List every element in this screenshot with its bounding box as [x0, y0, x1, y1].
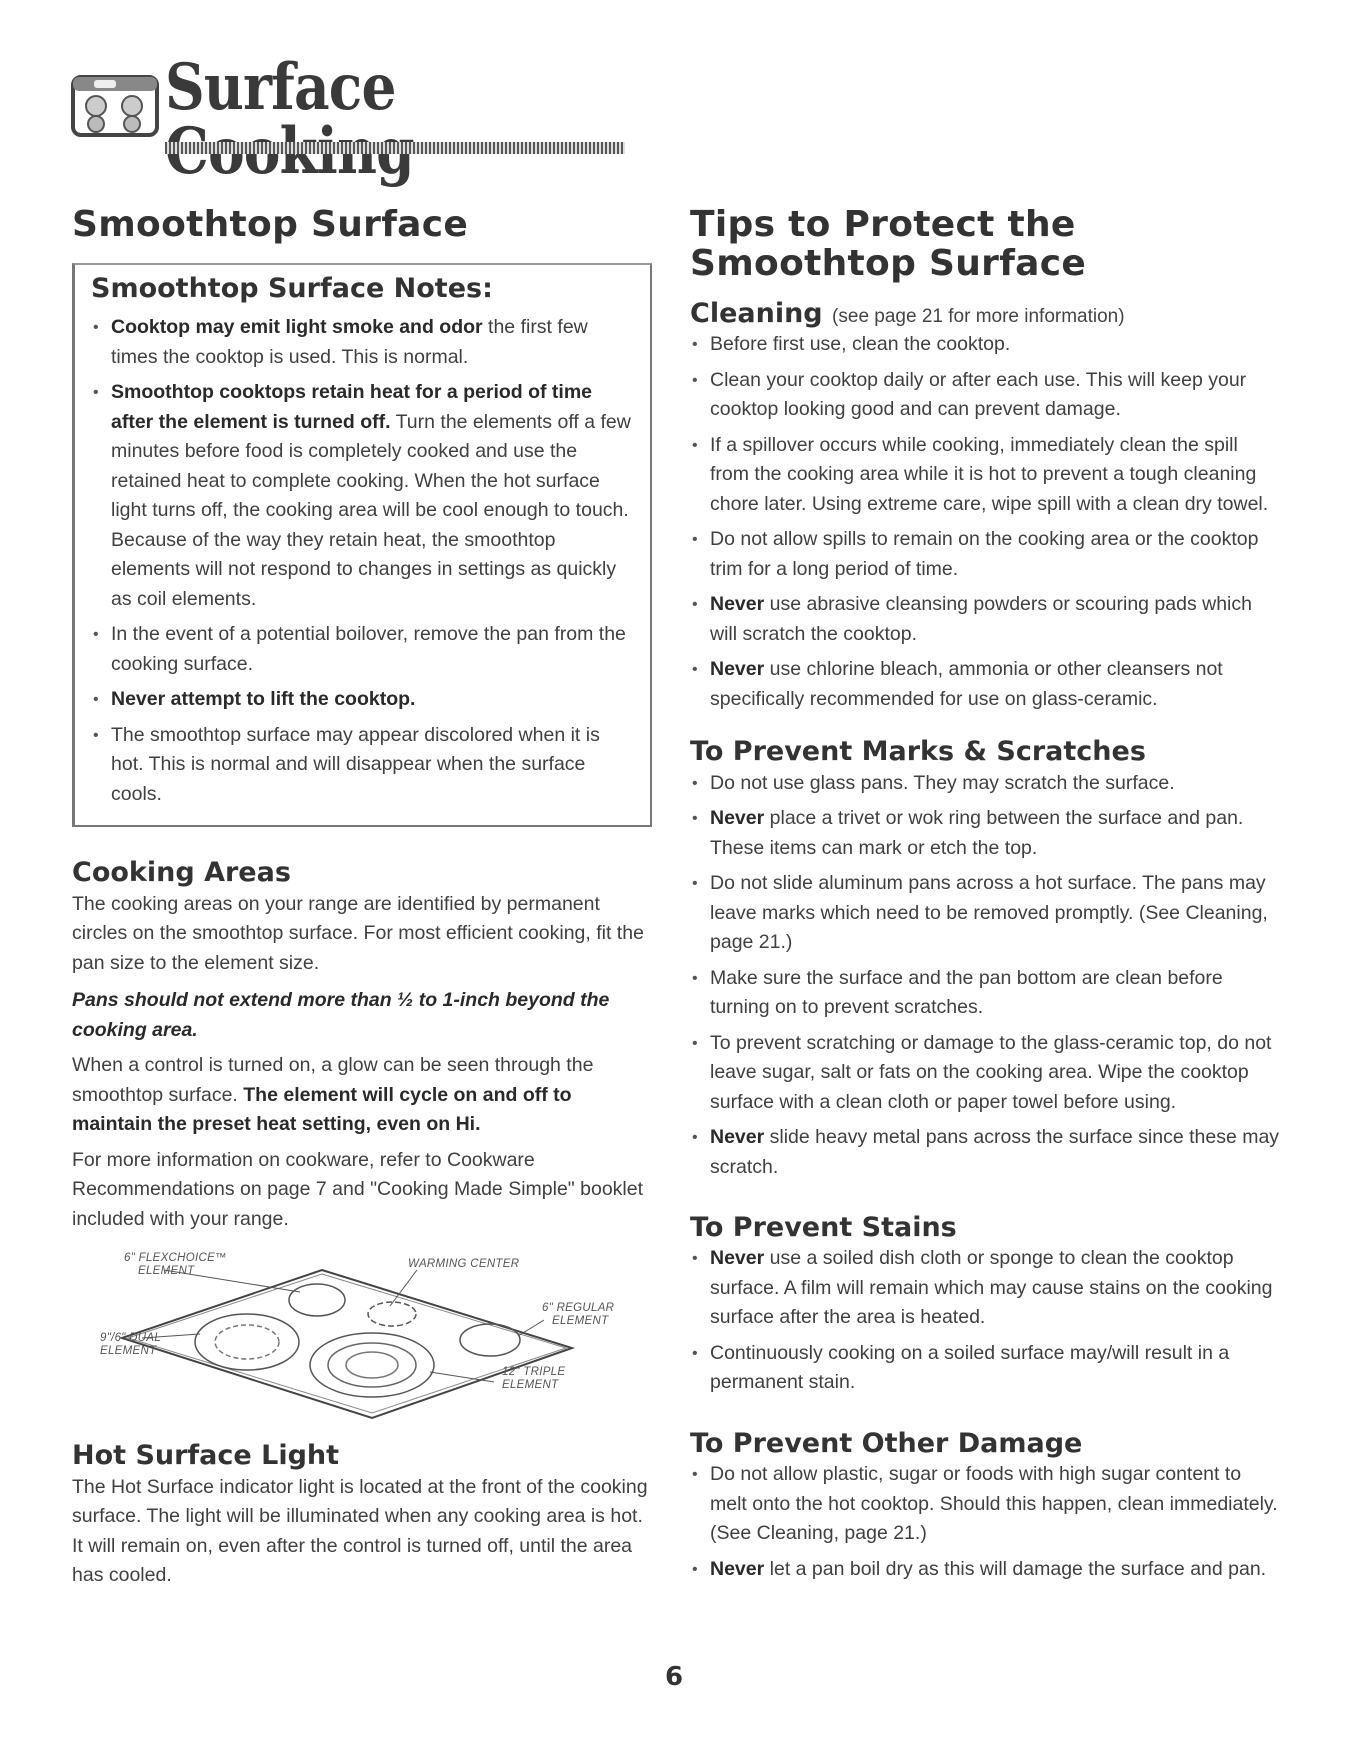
list-item: • In the event of a potential boilover, remove the pan from the cooking surface. — [91, 620, 634, 679]
stains-list — [690, 1244, 1282, 1398]
cookware-paragraph: For more information on cookware, refer to Cookware Recommendations on page 7 and "Cooking Made Simple" booklet included with your range. — [72, 1148, 644, 1230]
tips-heading: Tips to Protect the Smoothtop Surface — [690, 204, 1087, 284]
glow-paragraph: When a control is turned on, a glow can be seen through the smoothtop surface. The element will cycle on and off to maintain the preset heat setting, even on Hi. — [72, 1054, 594, 1136]
left-column — [72, 206, 652, 1591]
notes-heading: Smoothtop Surface Notes: — [91, 272, 493, 304]
cleaning-list — [690, 330, 1282, 714]
marks-list — [690, 769, 1282, 1183]
marks-scratches-heading: To Prevent Marks & Scratches — [690, 736, 1146, 768]
page-title: Surface — [165, 50, 396, 125]
stains-heading: To Prevent Stains — [690, 1212, 957, 1244]
list-item: • If a spillover occurs while cooking, immediately clean the spill from the cooking area while it is hot to prevent a tough cleaning chore later. Using extreme care, wipe spill with a clean dry towel. — [690, 431, 1282, 520]
list-item: • Continuously cooking on a soiled surface may/will result in a permanent stain. — [690, 1339, 1282, 1398]
cooktop-icon — [70, 74, 162, 140]
list-item: • Smoothtop cooktops retain heat for a period of time after the element is turned off. Turn the elements off a few minutes before food is completely cooked and use the retained heat to complete cooking. When the hot surface light turns off, the cooking area will be cool enough to touch. Because of the way they retain heat, the smoothtop elements will not respond to changes in settings as quickly as coil elements. — [91, 378, 634, 614]
notes-list — [91, 313, 634, 809]
list-item: • Do not allow plastic, sugar or foods with high sugar content to melt onto the hot cooktop. Should this happen, clean immediately. (See Cleaning, page 21.) — [690, 1460, 1282, 1549]
regular-element-label: 6" REGULAR ELEMENT — [542, 1302, 615, 1328]
warming-center-label: WARMING CENTER — [408, 1258, 520, 1271]
list-item: • Do not slide aluminum pans across a hot surface. The pans may leave marks which need to be removed promptly. (See Cleaning, page 21.) — [690, 869, 1282, 958]
hot-surface-paragraph: The Hot Surface indicator light is located at the front of the cooking surface. The light will be illuminated when any cooking area is hot. It will remain on, even after the control is turned off, until the area has cooled. — [72, 1475, 648, 1587]
list-item: • Never slide heavy metal pans across the surface since these may scratch. — [690, 1123, 1282, 1182]
list-item: • Clean your cooktop daily or after each use. This will keep your cooktop looking good and can prevent damage. — [690, 366, 1282, 425]
list-item: • To prevent scratching or damage to the glass-ceramic top, do not leave sugar, salt or fats on the cooking area. Wipe the cooktop surface with a clean cloth or paper towel before using. — [690, 1029, 1282, 1118]
dual-element-label: 9"/6" DUAL ELEMENT — [100, 1332, 162, 1358]
cooking-areas-paragraph: The cooking areas on your range are identified by permanent circles on the smoothtop surface. For most efficient cooking, fit the pan size to the element size. — [72, 892, 644, 974]
list-item: • Before first use, clean the cooktop. — [690, 330, 1282, 360]
flexchoice-element-label: 6" FLEXCHOICE™ ELEMENT — [124, 1252, 227, 1278]
list-item: • Never place a trivet or wok ring between the surface and pan. These items can mark or etch the top. — [690, 804, 1282, 863]
right-column — [690, 206, 1282, 1590]
smoothtop-notes-box — [72, 263, 652, 827]
damage-list — [690, 1460, 1282, 1584]
list-item: • Do not use glass pans. They may scratch the surface. — [690, 769, 1282, 799]
list-item: • Do not allow spills to remain on the cooking area or the cooktop trim for a long period of time. — [690, 525, 1282, 584]
pan-size-warning: Pans should not extend more than ½ to 1-inch beyond the cooking area. — [72, 989, 610, 1041]
triple-element-label: 12" TRIPLE ELEMENT — [502, 1366, 566, 1392]
cleaning-heading: Cleaning (see page 21 for more information) — [690, 297, 1125, 329]
list-item: • Never attempt to lift the cooktop. — [91, 685, 634, 715]
list-item: • Never use chlorine bleach, ammonia or other cleansers not specifically recommended for use on glass-ceramic. — [690, 655, 1282, 714]
list-item: • Never use a soiled dish cloth or sponge to clean the cooktop surface. A film will remain which may cause stains on the cooking surface after the area is heated. — [690, 1244, 1282, 1333]
list-item: • Make sure the surface and the pan bottom are clean before turning on to prevent scratches. — [690, 964, 1282, 1023]
page-header — [70, 52, 560, 162]
hot-surface-light-heading: Hot Surface Light — [72, 1440, 340, 1472]
page-number: 6 — [664, 1662, 684, 1692]
list-item: • The smoothtop surface may appear discolored when it is hot. This is normal and will disappear when the surface cools. — [91, 721, 634, 810]
cooktop-diagram — [72, 1250, 652, 1430]
list-item: • Cooktop may emit light smoke and odor the first few times the cooktop is used. This is normal. — [91, 313, 634, 372]
other-damage-heading: To Prevent Other Damage — [690, 1427, 1083, 1459]
smoothtop-surface-heading: Smoothtop Surface — [72, 204, 469, 245]
title-underline — [165, 142, 625, 154]
cooking-areas-heading: Cooking Areas — [72, 857, 291, 889]
list-item: • Never use abrasive cleansing powders or scouring pads which will scratch the cooktop. — [690, 590, 1282, 649]
list-item: • Never let a pan boil dry as this will damage the surface and pan. — [690, 1555, 1282, 1585]
